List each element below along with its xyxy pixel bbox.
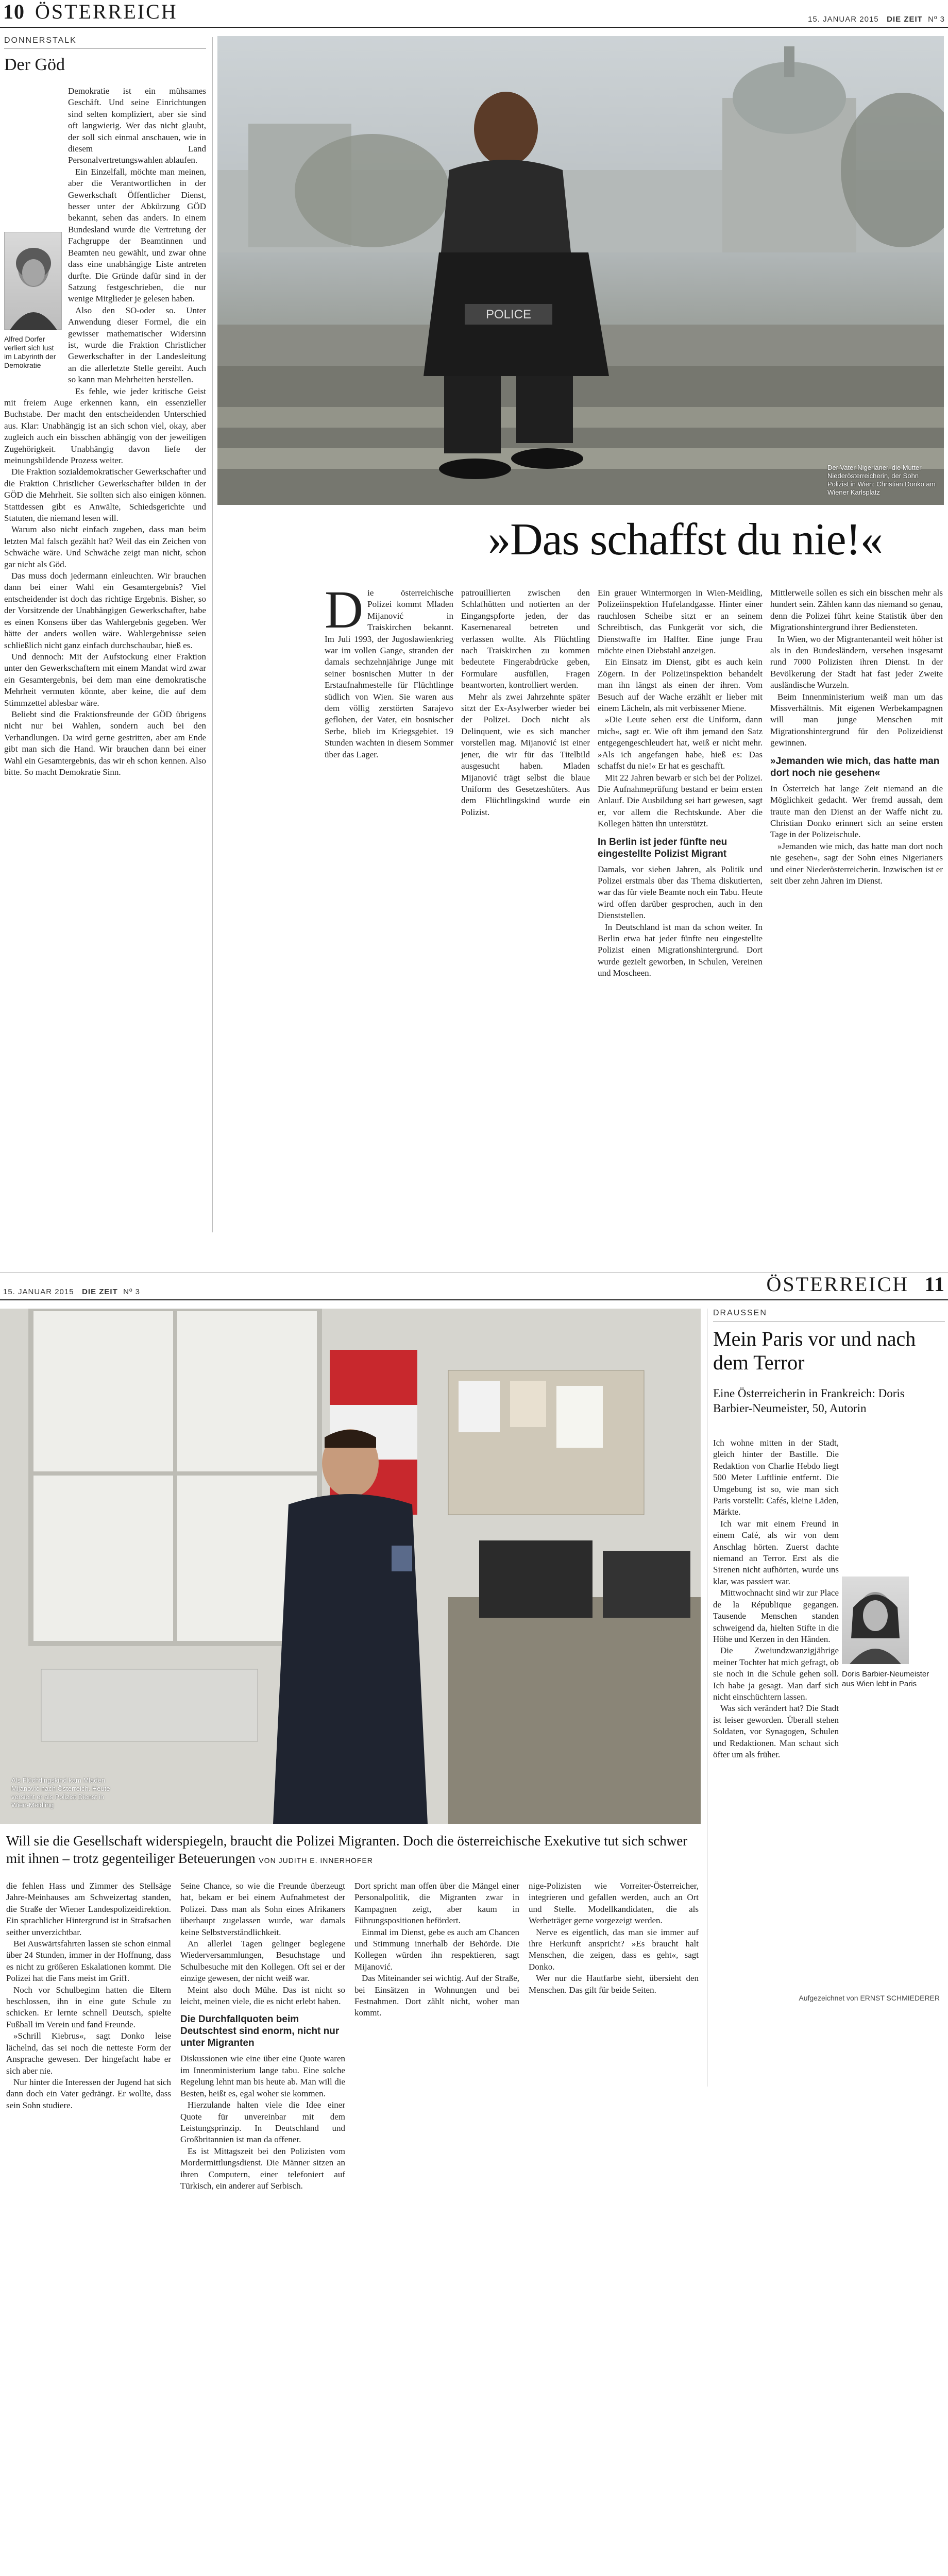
feature-paragraph: Ein Einsatz im Dienst, gibt es auch kein Zögern. In der Polizeiinspektion behandelt man ihn längst als einen der ihren. Vom Besuch auf der Wache erzählt er lieber mit einem Lächeln, als mit verbissener Miene. xyxy=(598,657,763,714)
lower-paragraph: Nerve es eigentlich, das man sie immer auf ihre Herkunft anspricht? »Es braucht halt Menschen, die zeigen, dass es geht«, sagt Donko. xyxy=(529,1927,699,1972)
feature-intro-column xyxy=(325,580,453,1221)
lower-crosshead: Die Durchfallquoten beim Deutschtest sind enorm, nicht nur unter Migranten xyxy=(180,2014,340,2049)
sidebar-subtitle: Eine Österreicherin in Frankreich: Doris Barbier-Neumeister, 50, Autorin xyxy=(713,1387,905,1415)
lower-paragraph: Meint also doch Mühe. Das ist nicht so leicht, meinen viele, die es nicht erlebt haben. xyxy=(180,1985,345,2007)
lower-column-2 xyxy=(180,1880,345,2576)
section-title: ÖSTERREICH xyxy=(35,0,178,23)
crosshead: »Jemanden wie mich, das hatte man dort noch nie gesehen« xyxy=(770,755,940,778)
feature-column-2 xyxy=(461,587,590,1221)
column-title: Der Göd xyxy=(4,55,65,74)
issue-date: 15. JANUAR 2015 xyxy=(3,1287,74,1296)
author-caption: Alfred Dorfer verliert sich lust im Labyrinth der Demokratie xyxy=(4,335,56,369)
lower-paragraph: Dort spricht man offen über die Mängel einer Personalpolitik, die Migranten zwar in Kampagnen zeigt, aber kaum in Führungspositionen befördert. xyxy=(354,1881,519,1926)
dropcap: D xyxy=(325,580,364,639)
crosshead: In Berlin ist jeder fünfte neu eingestellte Polizist Migrant xyxy=(598,836,727,859)
karlsplatz-scene-icon xyxy=(217,36,944,505)
lower-paragraph: nige-Polizisten wie Vorreiter-Österreicher, integrieren und gefallen werden, auch an Ort und Stelle. Modellkandidaten, die als Werbeträger gerne vorgezeigt werden. xyxy=(529,1881,699,1926)
sidebar-paragraph: Die Zweiundzwanzigjährige meiner Tochter hat mich gefragt, ob sie noch in die Schule gehen soll. Ich habe ja gesagt. Man darf sich nicht einschüchtern lassen. xyxy=(713,1646,839,1702)
lower-paragraph: Diskussionen wie eine über eine Quote waren im Innenministerium lange tabu. Eine solche Regelung lehnt man bis heute ab. Man will die Besten, heißt es, egal woher sie kommen. xyxy=(180,2054,345,2098)
feature-paragraph: patrouillierten zwischen den Schlafhütten und notierten an der Eingangspforte jeden, der das Kasernenareal betreten und verlassen wollte. Als Flüchtling nach Traiskirchen zu kommen bedeutete Fingerabdrücke geben, Formulare ausfüllen, Fragen beantworten, kontrolliert werden. xyxy=(461,588,590,690)
feature-photo-karlsplatz xyxy=(217,36,944,505)
column-block xyxy=(4,36,206,1236)
feature-column-4 xyxy=(770,587,943,1221)
column-paragraph: Warum also nicht einfach zugeben, dass man beim letzten Mal falsch gezählt hat? Weil das ein Zeichen von Schwäche wäre. Und Schwäche zeigt man nicht, schon gar nicht als Göd. xyxy=(4,524,206,569)
page-header-bottom xyxy=(0,1273,948,1300)
feature-paragraph: In Wien, wo der Migrantenanteil weit höher ist als in den Bundesländern, versehen insgesamt rund 7000 Polizisten ihren Dienst. In der Bevölkerung der Stadt hat fast jeder Zweite ausländische Wurzeln. xyxy=(770,634,943,690)
bag-lettering: POLICE xyxy=(485,308,532,321)
sidebar-author-caption: Doris Barbier-Neumeister aus Wien lebt in Paris xyxy=(842,1670,929,1688)
feature-paragraph: Beim Innenministerium weiß man um das Missverhältnis. Mit eigenen Werbekampagnen will man junge Menschen mit Migrationshintergrund für den Polizeidienst gewinnen. xyxy=(770,691,943,748)
lower-paragraph: An allerlei Tagen gelinger beglegene Wiederversammlungen, Besuchstage und Schulbesuche mit den Kollegen. Oft sei er der einzige gewesen, der nicht weiß war. xyxy=(180,1939,345,1984)
feature-paragraph: »Jemanden wie mich, das hatte man dort noch nie gesehen«, sagt der Sohn eines Nigerianers und einer Niederösterreicherin. Inzwischen ist er seit über zehn Jahren im Dienst. xyxy=(770,841,943,886)
sidebar-text xyxy=(713,1437,940,2056)
column-paragraph: Die Fraktion sozialdemokratischer Gewerkschafter und die Fraktion Christlicher Gewerkschafter bilden in der GÖD die Mehrheit. Sie sollten sich also einigen können. Stattdessen gibt es Anwälte, Schiedsgerichte und Statuten, die niemand lesen will. xyxy=(4,467,206,523)
issue-number: Nº 3 xyxy=(928,15,945,24)
column-kicker: DONNERSTALK xyxy=(4,36,206,49)
issue-date: 15. JANUAR 2015 xyxy=(808,15,879,24)
feature-headline: »Das schaffst du nie!« xyxy=(488,515,883,565)
lower-column-3 xyxy=(354,1880,519,2576)
lower-paragraph: »Schrill Kiebrus«, sagt Donko leise lächelnd, das sei noch die netteste Form der Ansprache gewesen. Der hingefacht habe er sich aber nie. xyxy=(6,2031,171,2076)
lower-paragraph: Einmal im Dienst, gebe es auch am Chancen und Stimmung innerhalb der Behörde. Die Kollegen würden ihn respektieren, sagt Mijanović. xyxy=(354,1927,519,1972)
feature-paragraph: Mit 22 Jahren bewarb er sich bei der Polizei. Die Aufnahmeprüfung bestand er beim ersten Anlauf. Die Ausbildung sei hart gewesen, sagt er, vor allem die Rechtskunde. Aber die Kollegen hätten ihn unterstützt. xyxy=(598,772,763,829)
feature-intro: ie österreichische Polizei kommt Mladen Mijanović in Traiskirchen bekannt. Im Juli 1993, der Jugoslawienkrieg war im vollen Gange, stranden der damals sechzehnjährige Junge mit seiner bosnischen Mutter in der Erstaufnahmestelle für Flüchtlinge südlich von Wien. Sie waren aus dem völlig zerstörten Sarajevo geflohen, der Vater, ein bosnischer Serbe, blieb im Kriegsgebiet. 19 Stunden wachten in diesem Sommer über das Lager. xyxy=(325,588,453,759)
feature-photo-office xyxy=(0,1309,701,1824)
page-header-top xyxy=(0,0,948,28)
column-text xyxy=(4,86,206,1234)
column-paragraph: Also den SO-oder so. Unter Anwendung dieser Formel, die ein gewisser mathematischer Widersinn ist, wurde die Fraktion Christlicher Gewerkschafter in der Landesleitung an die allerletzte Stelle gereiht. Auch so kann man Mehrheiten herstellen. xyxy=(68,305,206,385)
lower-paragraph: Noch vor Schulbeginn hatten die Eltern beschlossen, ihn in eine gute Schule zu schicken. Er lernte schnell Deutsch, spielte Fußball im Verein und fand Freunde. xyxy=(6,1985,171,2029)
sidebar-paragraph: Ich war mit einem Freund in einem Café, als wir von dem Anschlag hörten. Zuerst dachte niemand an Terror. Erst als die Sirenen nicht aufhörten, wurde uns klar, was passiert war. xyxy=(713,1518,839,1586)
standfirst xyxy=(6,1832,697,1869)
lower-paragraph: Es ist Mittagszeit bei den Polizisten vom Mordermittlungsdienst. Die Männer sitzen an ihren Computern, einer telefoniert auf Türkisch, ein anderer auf Serbisch. xyxy=(180,2146,345,2191)
issue-info xyxy=(808,15,945,24)
issue-info-2 xyxy=(3,1287,140,1296)
lower-paragraph: die fehlen Hass und Zimmer des Stellsäge Jahre-Meinhauses am Schweizertag standen, die Straße der Wiener Landespolizeidirektion. Ein sprachlicher Hintergrund ist in Strafsachen seither unverzichtbar. xyxy=(6,1881,171,1937)
column-paragraph: Und dennoch: Mit der Aufstockung einer Fraktion unter den Gewerkschaftern mit einem Mandat wird zwar ein Gesamtergebnis, bei dem man eine demokratische Mehrheit vermuten könnte, aber keine, die auf dem Stimmzettel ablesbar wäre. xyxy=(4,651,206,708)
sidebar-title: Mein Paris vor und nach dem Terror xyxy=(713,1327,916,1374)
feature-paragraph: Mittlerweile sollen es sich ein bisschen mehr als hundert sein. Zählen kann das niemand so genau, denn die Polizei führt keine Statistik über den Migrationshintergrund ihrer Bediensteten. xyxy=(770,588,943,633)
feature-paragraph: Ein grauer Wintermorgen in Wien-Meidling, Polizeiinspektion Hufelandgasse. Hinter einer rauchlosen Scheibe sitzt er an seinem Schreibtisch, das Funkgerät vor sich, die Dienstwaffe im Halfter. Eine junge Frau möchte einen Diebstahl anzeigen. xyxy=(598,588,763,656)
sidebar-kicker: DRAUSSEN xyxy=(713,1309,945,1321)
column-paragraph: Beliebt sind die Fraktionsfreunde der GÖD übrigens nicht nur bei Wahlen, sondern auch bei den Verhandlungen. Da wird gerne gestritten, aber am Ende gibt man sich die Hand. Wir brauchen dann bei einer Wahl ein Gesamtergebnis, das wir eh schon kennen. Also bitte. So macht Demokratie Sinn. xyxy=(4,709,206,777)
issue-number: Nº 3 xyxy=(123,1287,140,1296)
feature-paragraph: Mehr als zwei Jahrzehnte später sitzt der Ex-Asylwerber wieder bei der Polizei. Doch nicht als Delinquent, wie es sich mancher vorstellen mag. Mijanović ist einer jener, die wir für das Titelbild ausgesucht haben. Mladen Mijanović trägt selbst die blaue Uniform des Gesetzeshüters. Aus dem Flüchtlingskind wurde ein Polizist. xyxy=(461,691,590,817)
standfirst-text: Will sie die Gesellschaft widerspiegeln, braucht die Polizei Migranten. Doch die österreichische Exekutive tut sich schwer mit ihnen – trotz gegenteiliger Beteuerungen xyxy=(6,1833,688,1866)
lower-paragraph: Hierzulande halten viele die Idee einer Quote für unvereinbar mit dem Leistungsprinzip. In Deutschland und Großbritannien ist man da offener. xyxy=(180,2100,345,2145)
feature-paragraph: Damals, vor sieben Jahren, als Politik und Polizei erstmals über das Thema diskutierten, war das für viele Beamte noch ein Tabu. Heute wird offen darüber gesprochen, auch in den Dienststellen. xyxy=(598,864,763,921)
section-title: ÖSTERREICH xyxy=(766,1273,909,1296)
lower-column-4 xyxy=(529,1880,699,2576)
sidebar-draussen xyxy=(713,1309,945,2087)
sidebar-footer: Aufgezeichnet von ERNST SCHMIEDERER xyxy=(799,1994,940,2002)
byline: VON JUDITH E. INNERHOFER xyxy=(259,1856,373,1865)
feature-paragraph: »Die Leute sehen erst die Uniform, dann mich«, sagt er. Wie oft ihm jemand den Satz entgegengeschleudert hat, weiß er nicht mehr. »Als ich angefangen habe, hieß es: Das schaffst du nie!« Er hat es geschafft. xyxy=(598,715,763,771)
feature-paragraph: In Deutschland ist man da schon weiter. In Berlin etwa hat jeder fünfte neu eingestellte Polizist einen Migrationshintergrund. Dort wurde gezielt geworben, in Schulen, Vereinen und Moscheen. xyxy=(598,922,763,978)
column-divider xyxy=(212,37,213,1232)
page-number: 11 xyxy=(924,1273,945,1296)
sidebar-paragraph: Ich wohne mitten in der Stadt, gleich hinter der Bastille. Die Redaktion von Charlie Hebdo liegt 500 Meter Luftlinie entfernt. Die Umgebung ist so, wie man sich Paris vorstellt: Cafés, kleine Läden, Märkte. xyxy=(713,1438,839,1517)
paper-name: DIE ZEIT xyxy=(887,15,923,24)
column-paragraph: Es fehle, wie jeder kritische Geist mit freiem Auge erkennen kann, ein essenzieller Buchstabe. Der macht den entscheidenden Unterschied aus. Klar: Unabhängig ist an sich schon viel, okay, aber zugleich auch ein bisschen abhängig von der jeweiligen Zugehörigkeit. Unabhängig davon liefe der meinungsbildende Prozess weiter. xyxy=(4,386,206,465)
lower-column-1 xyxy=(6,1880,171,2576)
column-paragraph: Das muss doch jedermann einleuchten. Wir brauchen dann bei einer Wahl ein Gesamtergebnis? Viel entscheidender ist doch das richtige Ergebnis. Bisher, so der Vorsitzende der Unabhängigen Gewerkschafter, habe es einen Konsens über das Wahlergebnis gegeben. Wer hätte der anders wollen wäre. Wahlergebnisse seien schließlich nicht ganz einfach durchschaubar, hieß es. xyxy=(4,571,206,650)
column-paragraph: Demokratie ist ein mühsames Geschäft. Und seine Einrichtungen sind selten kompliziert, aber sie sind oft langwierig. Wer das nicht glaubt, der soll sich einmal anschauen, wie in diesem Land Personalvertretungswahlen ablaufen. xyxy=(68,86,206,165)
feature-paragraph: In Österreich hat lange Zeit niemand an die Möglichkeit gedacht. Wer fremd aussah, dem traute man den Dienst an der Waffe nicht zu. Christian Donko erinnert sich an seine ersten Tage in der Polizeischule. xyxy=(770,783,943,840)
sidebar-paragraph: Mittwochnacht sind wir zur Place de la République gegangen. Tausende Menschen standen schweigend da, hielten Stifte in die Höhe und Kerzen in den Händen. xyxy=(713,1588,839,1644)
lower-paragraph: Das Miteinander sei wichtig. Auf der Straße, bei Einsätzen in Wohnungen und bei Festnahmen. Dort zählt nicht, woher man kommt. xyxy=(354,1973,519,2018)
paper-name: DIE ZEIT xyxy=(82,1287,118,1296)
lower-paragraph: Bei Auswärtsfahrten lassen sie schon einmal über 24 Stunden, immer in der Hoffnung, dass es nicht zu größeren Eskalationen kommt. Die Polizei hat die Fans meist im Griff. xyxy=(6,1939,171,1984)
feature-photo-caption: Der Vater Nigerianer, die Mutter Niederösterreicherin, der Sohn Polizist in Wien: Christian Donko am Wiener Karlsplatz xyxy=(827,464,936,496)
lower-paragraph: Nur hinter die Interessen der Jugend hat sich dann doch ein Vater gedrängt. Er wollte, dass sein Sohn studiere. xyxy=(6,2077,171,2110)
page-number: 10 xyxy=(3,0,25,23)
sidebar-paragraph: Was sich verändert hat? Die Stadt ist leiser geworden. Überall stehen Soldaten, vor Synagogen, Schulen und Redaktionen. Man schaut sich öfter um als früher. xyxy=(713,1703,839,1759)
lower-paragraph: Seine Chance, so wie die Freunde überzeugt hat, bekam er bei einem Aufnahmetest der Polizei. Dass man als Sohn eines Afrikaners überhaupt zugelassen wurde, war damals keine Selbstverständlichkeit. xyxy=(180,1881,345,1937)
office-scene-icon xyxy=(0,1309,701,1824)
column-paragraph: Ein Einzelfall, möchte man meinen, aber die Verantwortlichen in der Gewerkschaft Öffentlicher Dienst, besser unter der Abkürzung GÖD bekannt, sehen das anders. In einem Bundesland wurde die Vertretung der Fachgruppe der Beamtinnen und Beamten neu gewählt, und zwar ohne dass eine unabhängige Liste antreten durfte. Die Gründe dafür sind in der Satzung festgeschrieben, die nur wenige Mitglieder je gelesen haben. xyxy=(68,166,206,304)
lower-paragraph: Wer nur die Hautfarbe sieht, übersieht den Menschen. Das gilt für beide Seiten. xyxy=(529,1973,699,1995)
office-photo-caption: Als Flüchtlingskind kam Mladen Mijanović nach Österreich. Heute versieht er als Polizist Dienst in Wien-Meidling xyxy=(11,1776,110,1809)
feature-column-3 xyxy=(598,587,763,1221)
